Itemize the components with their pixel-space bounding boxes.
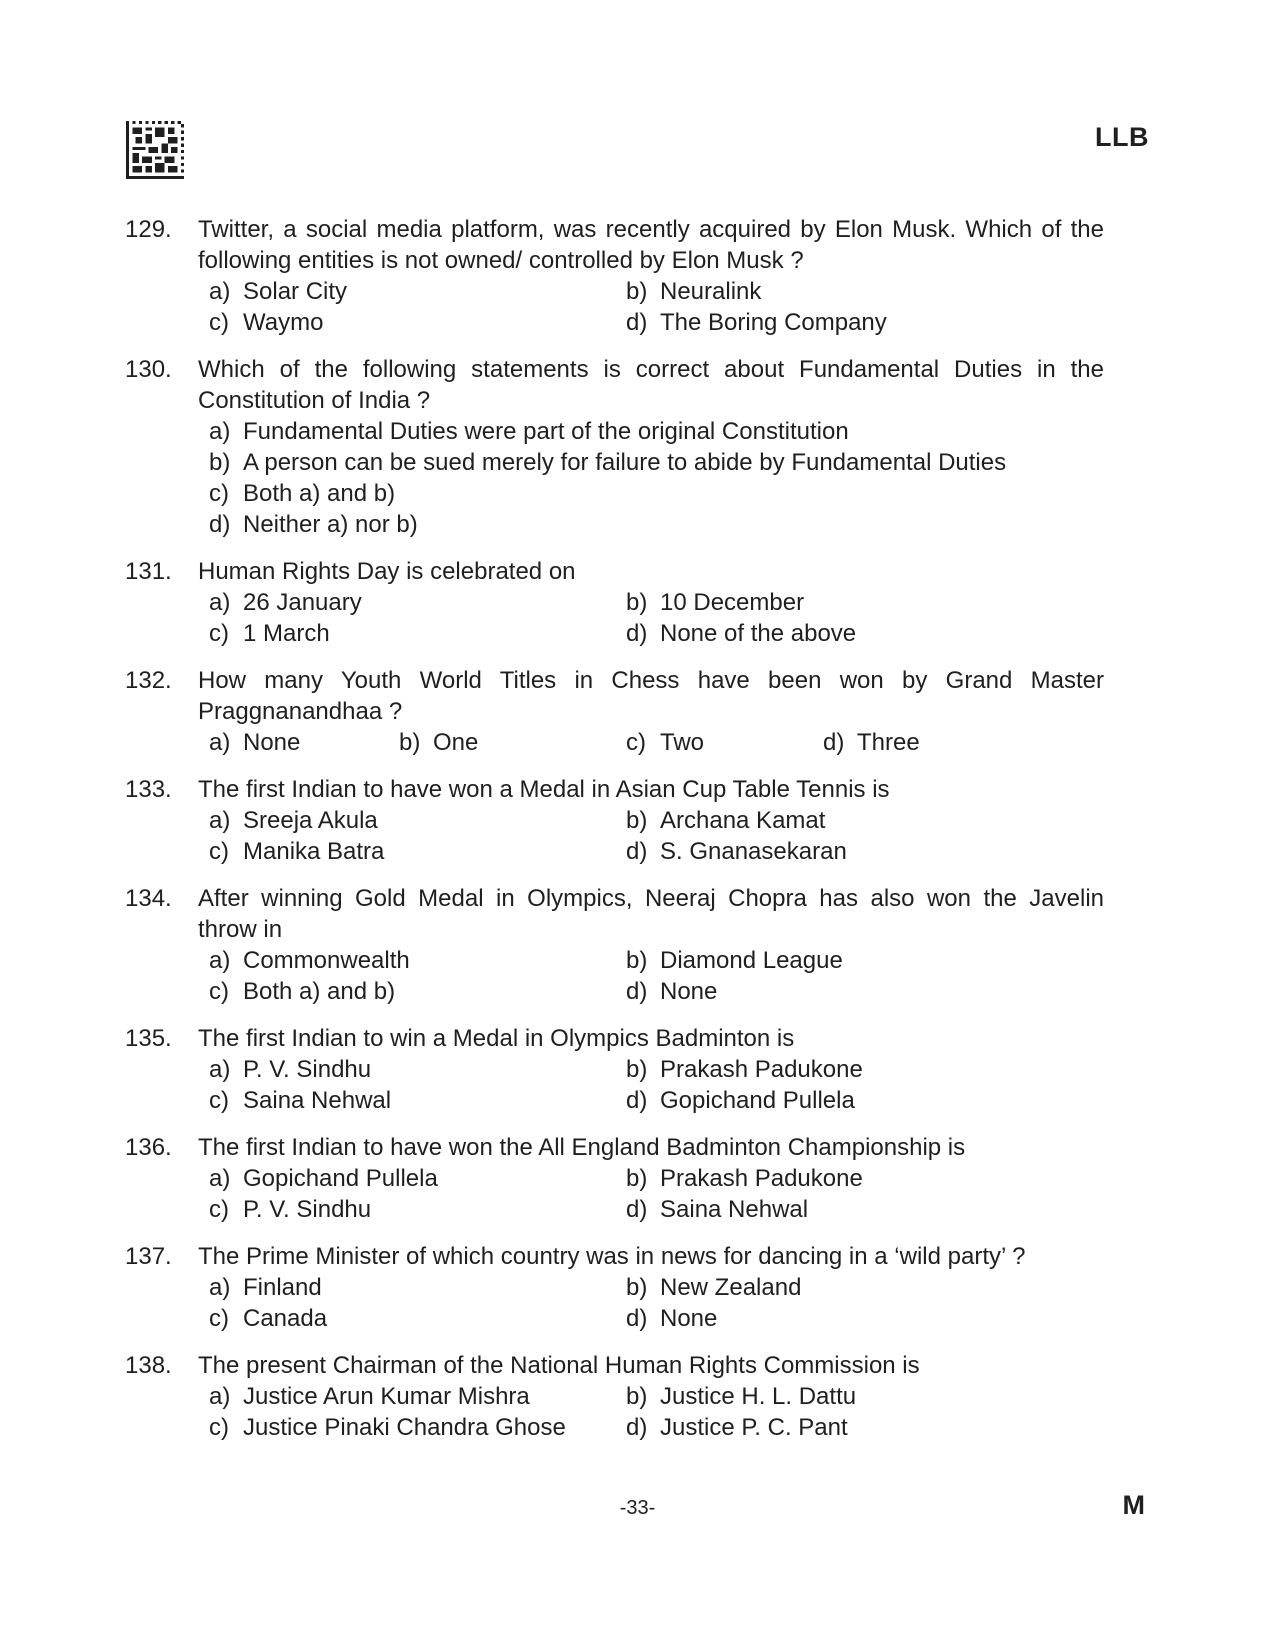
question-text: Human Rights Day is celebrated on (198, 558, 576, 585)
option-a[interactable]: a) None (209, 729, 301, 756)
option-a[interactable]: a) Gopichand Pullela (209, 1165, 438, 1192)
option-b[interactable]: b) New Zealand (626, 1274, 802, 1301)
question-number: 137. (125, 1243, 172, 1270)
question-text: The present Chairman of the National Human Rights Commission is (198, 1352, 920, 1379)
option-c[interactable]: c) Justice Pinaki Chandra Ghose (209, 1414, 566, 1441)
question-129 (125, 214, 1105, 338)
option-b[interactable]: b) Justice H. L. Dattu (626, 1383, 857, 1410)
question-131 (125, 556, 1105, 649)
question-text: Constitution of India ? (198, 387, 431, 414)
option-a[interactable]: a) Finland (209, 1274, 322, 1301)
option-c[interactable]: c) Waymo (209, 309, 324, 336)
option-a[interactable]: a) Sreeja Akula (209, 807, 378, 834)
question-138 (125, 1350, 1105, 1443)
option-a[interactable]: a) Fundamental Duties were part of the original Constitution (209, 418, 849, 445)
option-b[interactable]: b) One (399, 729, 479, 756)
option-b[interactable]: b) Prakash Padukone (626, 1165, 863, 1192)
options (125, 1163, 1105, 1225)
booklet-series: M (1122, 1490, 1145, 1520)
options (125, 416, 1105, 540)
question-list (125, 214, 1105, 1459)
option-d[interactable]: d) None (626, 1305, 718, 1332)
question-number: 133. (125, 776, 172, 803)
option-c[interactable]: c) Both a) and b) (209, 480, 396, 507)
question-number: 131. (125, 558, 172, 585)
question-text: Which of the following statements is correct about Fundamental Duties in the (198, 356, 1104, 383)
options (125, 276, 1105, 338)
question-number: 136. (125, 1134, 172, 1161)
options (125, 587, 1105, 649)
option-d[interactable]: d) None (626, 978, 718, 1005)
question-number: 135. (125, 1025, 172, 1052)
option-c[interactable]: c) Saina Nehwal (209, 1087, 392, 1114)
option-c[interactable]: c) Manika Batra (209, 838, 385, 865)
question-135 (125, 1023, 1105, 1116)
question-number: 129. (125, 216, 172, 243)
option-d[interactable]: d) Justice P. C. Pant (626, 1414, 848, 1441)
options (125, 727, 1105, 758)
option-b[interactable]: b) Archana Kamat (626, 807, 826, 834)
option-d[interactable]: d) Saina Nehwal (626, 1196, 809, 1223)
question-text: The first Indian to win a Medal in Olympics Badminton is (198, 1025, 795, 1052)
options (125, 945, 1105, 1007)
question-130 (125, 354, 1105, 540)
question-132 (125, 665, 1105, 758)
option-c[interactable]: c) P. V. Sindhu (209, 1196, 372, 1223)
options (125, 1272, 1105, 1334)
option-d[interactable]: d) Neither a) nor b) (209, 511, 418, 538)
question-text: The first Indian to have won the All England Badminton Championship is (198, 1134, 966, 1161)
question-text: The Prime Minister of which country was in news for dancing in a ‘wild party’ ? (198, 1243, 1026, 1270)
options (125, 1381, 1105, 1443)
question-number: 138. (125, 1352, 172, 1379)
option-c[interactable]: c) 1 March (209, 620, 330, 647)
option-d[interactable]: d) Gopichand Pullela (626, 1087, 855, 1114)
question-number: 132. (125, 667, 172, 694)
option-d[interactable]: d) S. Gnanasekaran (626, 838, 847, 865)
option-c[interactable]: c) Both a) and b) (209, 978, 396, 1005)
option-a[interactable]: a) P. V. Sindhu (209, 1056, 372, 1083)
question-text: How many Youth World Titles in Chess have been won by Grand Master (198, 667, 1104, 694)
option-b[interactable]: b) Diamond League (626, 947, 843, 974)
option-d[interactable]: d) Three (823, 729, 920, 756)
option-a[interactable]: a) Solar City (209, 278, 348, 305)
options (125, 1054, 1105, 1116)
options (125, 805, 1105, 867)
option-a[interactable]: a) 26 January (209, 589, 362, 616)
question-136 (125, 1132, 1105, 1225)
qr-code-icon (126, 121, 184, 179)
option-a[interactable]: a) Commonwealth (209, 947, 410, 974)
question-number: 134. (125, 885, 172, 912)
question-text: throw in (198, 916, 283, 943)
option-b[interactable]: b) A person can be sued merely for failure to abide by Fundamental Duties (209, 449, 1007, 476)
question-text: Praggnanandhaa ? (198, 698, 403, 725)
question-133 (125, 774, 1105, 867)
paper-code: LLB (1095, 122, 1149, 152)
question-text: The first Indian to have won a Medal in Asian Cup Table Tennis is (198, 776, 890, 803)
option-a[interactable]: a) Justice Arun Kumar Mishra (209, 1383, 530, 1410)
option-d[interactable]: d) The Boring Company (626, 309, 887, 336)
option-c[interactable]: c) Two (626, 729, 705, 756)
question-text: Twitter, a social media platform, was recently acquired by Elon Musk. Which of the (198, 216, 1104, 243)
option-d[interactable]: d) None of the above (626, 620, 857, 647)
page-number: -33- (619, 1497, 656, 1519)
question-134 (125, 883, 1105, 1007)
question-text: following entities is not owned/ controlled by Elon Musk ? (198, 247, 804, 274)
option-b[interactable]: b) Neuralink (626, 278, 762, 305)
question-text: After winning Gold Medal in Olympics, Neeraj Chopra has also won the Javelin (198, 885, 1104, 912)
option-c[interactable]: c) Canada (209, 1305, 328, 1332)
option-b[interactable]: b) 10 December (626, 589, 805, 616)
option-b[interactable]: b) Prakash Padukone (626, 1056, 863, 1083)
question-number: 130. (125, 356, 172, 383)
question-137 (125, 1241, 1105, 1334)
